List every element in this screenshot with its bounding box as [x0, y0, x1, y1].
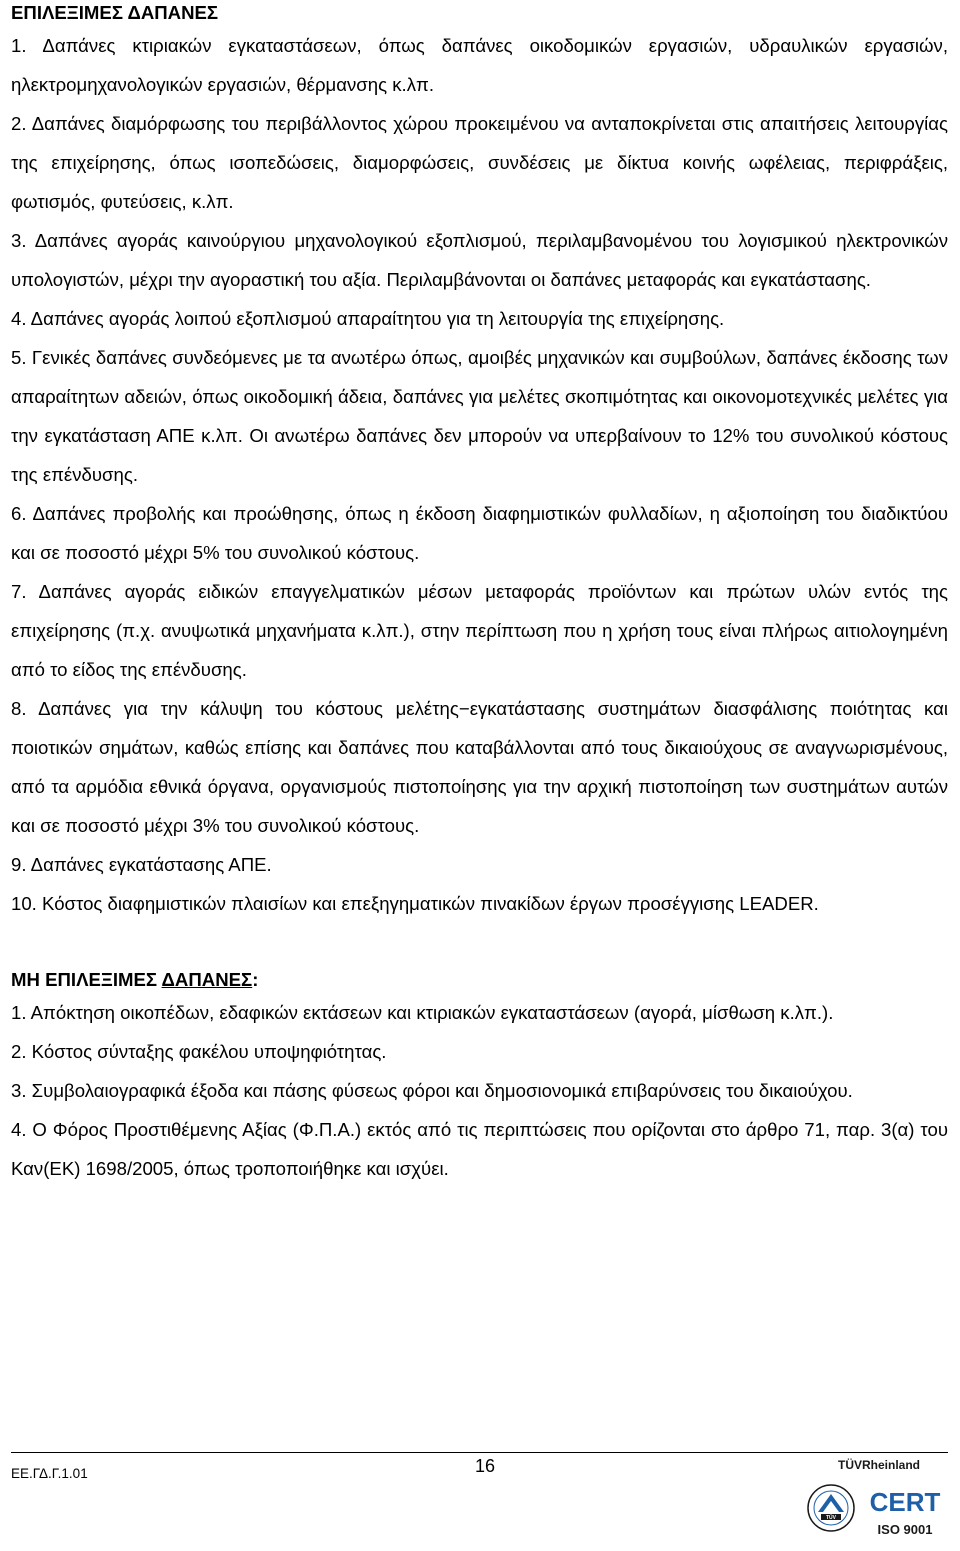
eligible-item-1: 1. Δαπάνες κτιριακών εγκαταστάσεων, όπως δαπάνες οικοδομικών εργασιών, υδραυλικών εργασιών, ηλεκτρομηχανολογικών εργασιών, θέρμανσης κ.λπ.	[11, 35, 948, 95]
cert-logo-standard: ISO 9001	[877, 1522, 933, 1537]
cert-logo-brand: TÜVRheinland	[837, 1458, 921, 1472]
page-number: 16	[474, 1456, 496, 1476]
eligible-item-10: 10. Κόστος διαφημιστικών πλαισίων και επεξηγηματικών πινακίδων έργων προσέγγισης LEADER.	[11, 893, 819, 914]
eligible-item-5: 5. Γενικές δαπάνες συνδεόμενες με τα ανωτέρω όπως, αμοιβές μηχανικών και συμβούλων, δαπάνες έκδοσης των απαραίτητων αδειών, όπως οικοδομική άδεια, δαπάνες για μελέτες σκοπιμότητας και οικονομοτεχνικές μελέτες για την εγκατάσταση ΑΠΕ κ.λπ. Οι ανωτέρω δαπάνες δεν μπορούν να υπερβαίνουν το 12% του συνολικού κόστους της επένδυσης.	[11, 347, 948, 485]
document-body	[11, 0, 948, 1188]
ineligible-item-4: 4. Ο Φόρος Προστιθέμενης Αξίας (Φ.Π.Α.) εκτός από τις περιπτώσεις που ορίζονται στο άρθρο 71, παρ. 3(α) του Καν(ΕΚ) 1698/2005, όπως τροποποιήθηκε και ισχύει.	[11, 1119, 948, 1179]
eligible-item-6: 6. Δαπάνες προβολής και προώθησης, όπως η έκδοση διαφημιστικών φυλλαδίων, η αξιοποίηση του διαδικτύου και σε ποσοστό μέχρι 5% του συνολικού κόστους.	[11, 503, 948, 563]
ineligible-heading-underlined: ΔΑΠΑΝΕΣ	[161, 969, 253, 990]
eligible-item-9: 9. Δαπάνες εγκατάστασης ΑΠΕ.	[11, 854, 272, 875]
ineligible-expenses-heading	[11, 967, 948, 993]
ineligible-item-1: 1. Απόκτηση οικοπέδων, εδαφικών εκτάσεων και κτιριακών εγκαταστάσεων (αγορά, μίσθωση κ.λπ.).	[11, 1002, 834, 1023]
tuv-cert-logo	[804, 1456, 954, 1546]
footer-divider	[11, 1452, 948, 1453]
cert-seal-icon	[808, 1485, 854, 1531]
cert-seal-label: TÜV	[826, 1515, 836, 1521]
eligible-item-8: 8. Δαπάνες για την κάλυψη του κόστους μελέτης−εγκατάστασης συστημάτων διασφάλισης ποιότητας και ποιοτικών σημάτων, καθώς επίσης και δαπάνες που καταβάλλονται από τους δικαιούχους σε αναγνωρισμένους, από τα αρμόδια εθνικά όργανα, οργανισμούς πιστοποίησης για την αρχική πιστοποίηση των συστημάτων αυτών και σε ποσοστό μέχρι 3% του συνολικού κόστους.	[11, 698, 948, 836]
ineligible-item-2: 2. Κόστος σύνταξης φακέλου υποψηφιότητας.	[11, 1041, 387, 1062]
ineligible-item-3: 3. Συμβολαιογραφικά έξοδα και πάσης φύσεως φόροι και δημοσιονομικά επιβαρύνσεις του δικαιούχου.	[11, 1080, 853, 1101]
eligible-item-4: 4. Δαπάνες αγοράς λοιπού εξοπλισμού απαραίτητου για τη λειτουργία της επιχείρησης.	[11, 308, 725, 329]
ineligible-heading-suffix: :	[252, 969, 259, 990]
eligible-item-3: 3. Δαπάνες αγοράς καινούργιου μηχανολογικού εξοπλισμού, περιλαμβανομένου του λογισμικού ηλεκτρονικών υπολογιστών, μέχρι την αγοραστική του αξία. Περιλαμβάνονται οι δαπάνες μεταφοράς και εγκατάστασης.	[11, 230, 948, 290]
cert-logo-mark: CERT	[869, 1487, 941, 1517]
eligible-item-2: 2. Δαπάνες διαμόρφωσης του περιβάλλοντος χώρου προκειμένου να ανταποκρίνεται στις απαιτήσεις λειτουργίας της επιχείρησης, όπως ισοπεδώσεις, διαμορφώσεις, συνδέσεις με δίκτυα κοινής ωφέλειας, περιφράξεις, φωτισμός, φυτεύσεις, κ.λπ.	[11, 113, 948, 212]
ineligible-expenses-list	[11, 993, 948, 1188]
eligible-expenses-list	[11, 26, 948, 923]
eligible-item-7: 7. Δαπάνες αγοράς ειδικών επαγγελματικών μέσων μεταφοράς προϊόντων και πρώτων υλών εντός της επιχείρησης (π.χ. ανυψωτικά μηχανήματα κ.λπ.), στην περίπτωση που η χρήση τους είναι πλήρως αιτιολογημένη από το είδος της επένδυσης.	[11, 581, 948, 680]
ineligible-heading-prefix: ΜΗ ΕΠΙΛΕΞΙΜΕΣ	[11, 969, 162, 990]
eligible-expenses-heading: ΕΠΙΛΕΞΙΜΕΣ ΔΑΠΑΝΕΣ	[11, 2, 219, 23]
document-code: ΕΕ.ΓΔ.Γ.1.01	[11, 1466, 88, 1481]
